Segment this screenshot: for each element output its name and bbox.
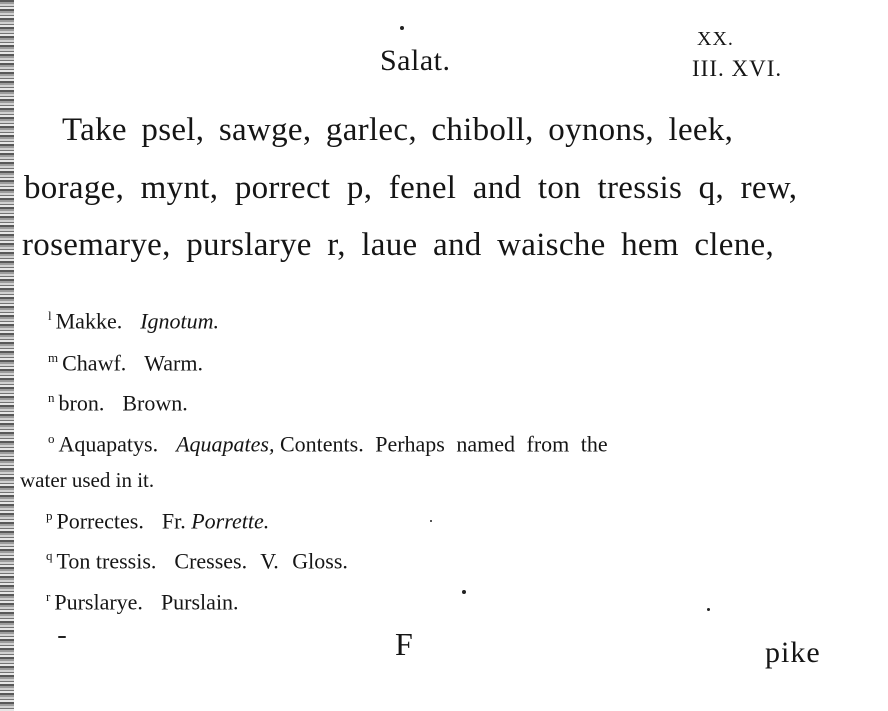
print-speck xyxy=(58,636,66,638)
section-number-top: XX. xyxy=(697,28,734,50)
footnote-q xyxy=(46,548,348,574)
footnote-n xyxy=(48,390,188,416)
footnote-gloss-italic: Porrette. xyxy=(191,508,270,534)
footnote-gloss: Warm. xyxy=(144,350,203,376)
footnote-term: Porrectes. xyxy=(56,508,144,534)
footnote-gloss: Fr. xyxy=(161,508,186,534)
footnote-mark: l xyxy=(48,308,52,323)
footnote-mark: m xyxy=(48,350,59,365)
footnote-mark: n xyxy=(48,390,55,405)
footnote-gloss: Purslain. xyxy=(160,589,239,615)
binding-gutter xyxy=(0,0,14,711)
footnote-term: Chawf. xyxy=(62,350,127,376)
footnote-term: Purslarye. xyxy=(54,589,143,615)
footnote-o-continuation: water used in it. xyxy=(20,468,155,492)
footnote-o xyxy=(48,431,608,457)
footnote-mark: p xyxy=(46,508,53,523)
footnote-term: Ton tressis. xyxy=(56,548,157,574)
print-speck xyxy=(400,26,404,30)
body-line-2: borage, mynt, porrect p, fenel and ton tressis q, rew, xyxy=(24,170,798,206)
page-title: Salat. xyxy=(380,44,451,77)
footnote-mark: r xyxy=(46,589,51,604)
footnote-gloss: Contents. Perhaps named from the xyxy=(279,431,608,457)
print-speck xyxy=(707,608,710,611)
section-number: III. XVI. xyxy=(692,56,783,81)
footnote-gloss: Cresses. V. Gloss. xyxy=(174,548,348,574)
footnote-term: Aquapatys. xyxy=(58,431,159,457)
footnote-mark: o xyxy=(48,431,55,446)
footnote-l xyxy=(48,308,219,334)
footnote-gloss-italic: Aquapates, xyxy=(176,431,275,457)
signature-mark: F xyxy=(395,626,413,662)
footnote-r xyxy=(46,589,239,615)
print-speck xyxy=(430,520,432,522)
print-speck xyxy=(462,590,466,594)
footnote-term: Makke. xyxy=(55,308,123,334)
footnote-p xyxy=(46,508,269,534)
catchword: pike xyxy=(765,636,821,669)
footnote-gloss: Ignotum. xyxy=(140,308,220,334)
footnote-mark: q xyxy=(46,548,53,563)
body-line-1: Take psel, sawge, garlec, chiboll, oynons, leek, xyxy=(62,112,734,148)
footnote-gloss: Brown. xyxy=(122,390,188,416)
footnote-m xyxy=(48,350,203,376)
footnote-term: bron. xyxy=(58,390,105,416)
body-line-3: rosemarye, purslarye r, laue and waische hem clene, xyxy=(22,227,774,263)
